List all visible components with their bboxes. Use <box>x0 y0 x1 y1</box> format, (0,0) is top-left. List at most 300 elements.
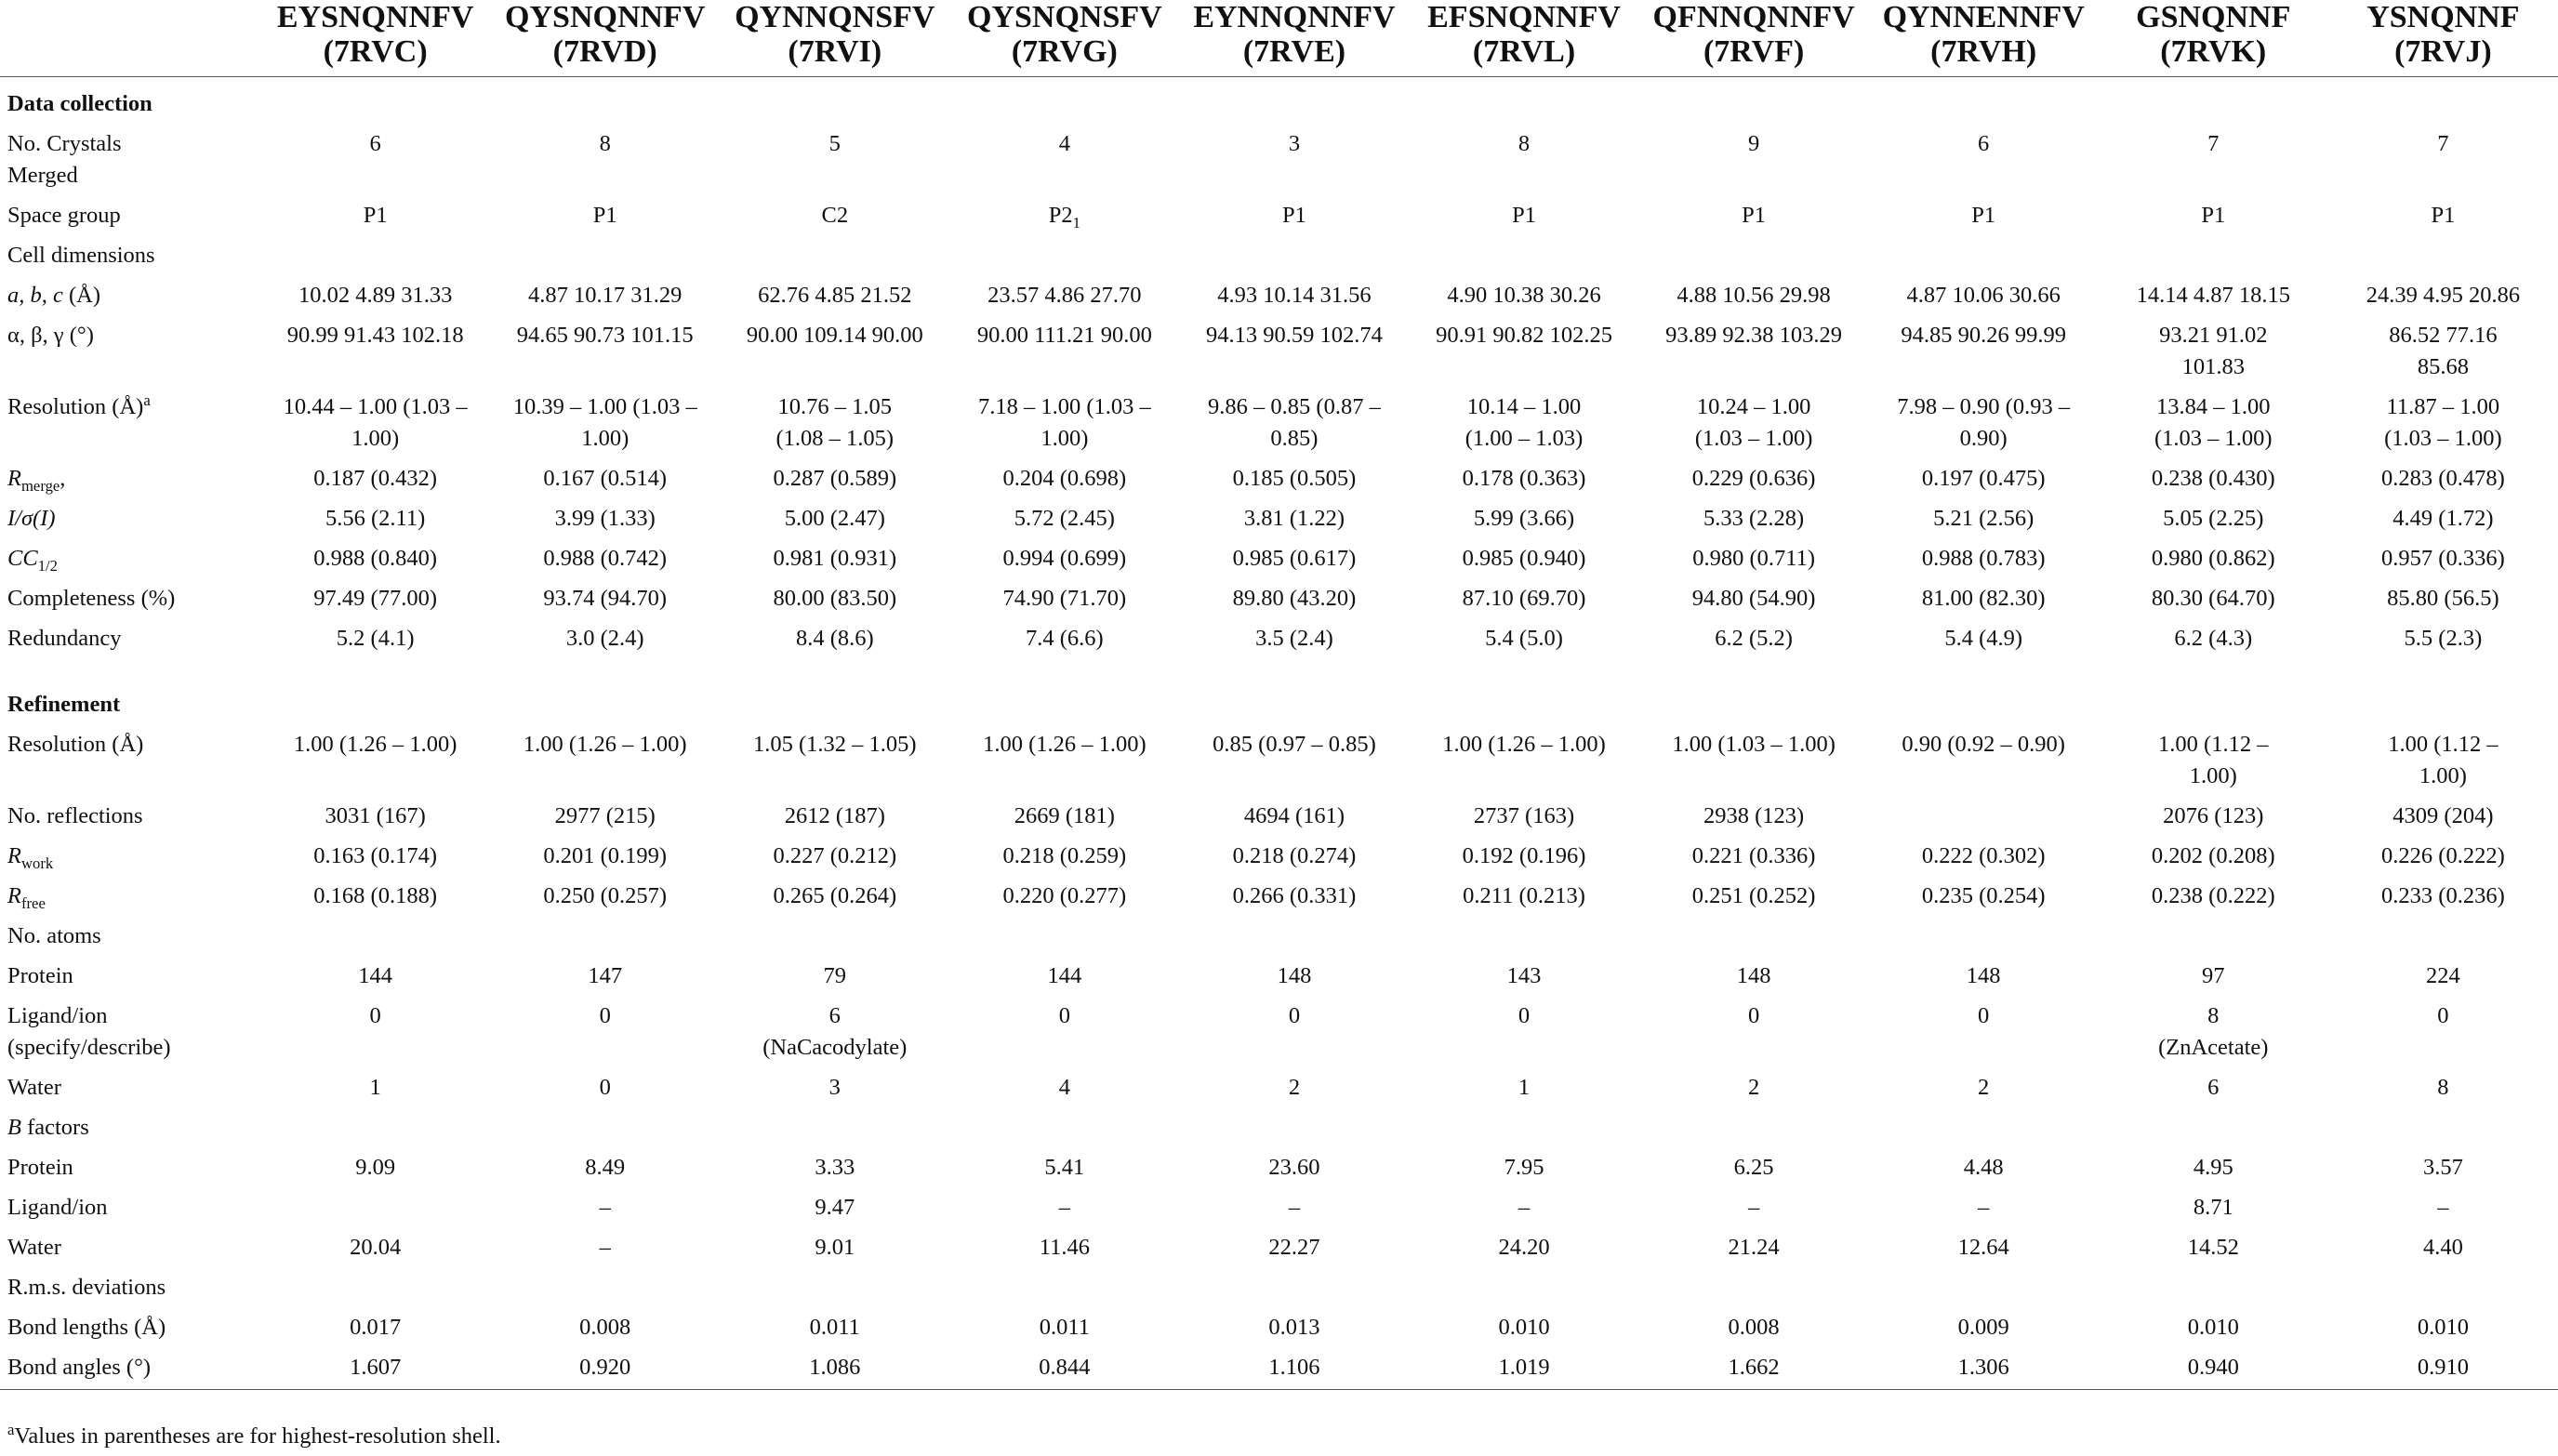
column-peptide: EYSNQNNFV <box>276 0 474 34</box>
table-cell: P1 <box>1971 203 1996 228</box>
table-cell: 2 <box>1288 1075 1301 1100</box>
table-cell: 90.00 111.21 90.00 <box>976 323 1152 348</box>
table-cell: 0.192 (0.196) <box>1462 843 1586 868</box>
column-peptide: EFSNQNNFV <box>1427 0 1621 34</box>
table-cell: 1.662 <box>1639 1348 1869 1390</box>
table-cell: 6 <box>2207 1075 2220 1100</box>
table-cell: 7 <box>2207 131 2220 156</box>
row-label-resolution-refinement: Resolution (Å) <box>7 732 144 757</box>
table-cell: 0 <box>1978 1003 1990 1028</box>
table-cell: 0 <box>1058 1003 1070 1028</box>
column-header <box>1409 0 1638 77</box>
table-cell: 4 <box>1058 131 1070 156</box>
table-cell: 10.24 – 1.00 (1.03 – 1.00) <box>1694 394 1813 451</box>
table-cell: 8 (ZnAcetate) <box>2158 1003 2269 1060</box>
table-cell: 94.13 90.59 102.74 <box>1206 323 1383 348</box>
table-cell: 94.80 (54.90) <box>1691 586 1816 611</box>
row-label-isigma: I/σ(I) <box>7 506 56 531</box>
table-cell: 0.985 (0.617) <box>1232 546 1357 571</box>
table-cell: 11.46 <box>1039 1235 1090 1260</box>
row-label-bfactors: B factors <box>7 1115 89 1140</box>
table-cell: 2 <box>1747 1075 1760 1100</box>
table-cell: – <box>1058 1195 1070 1220</box>
table-row <box>0 917 2558 957</box>
table-cell: 1.00 (1.26 – 1.00) <box>293 732 457 757</box>
table-cell: 5.4 (5.0) <box>1485 626 1563 651</box>
table-cell: 9.01 <box>815 1235 855 1260</box>
table-cell: 10.44 – 1.00 (1.03 – 1.00) <box>283 394 468 451</box>
table-cell: 4309 (204) <box>2392 803 2494 828</box>
table-cell: 5.99 (3.66) <box>1473 506 1575 531</box>
column-peptide: QYNNQNSFV <box>735 0 935 34</box>
table-row <box>0 276 2558 316</box>
table-cell: 4.87 10.17 31.29 <box>528 283 683 308</box>
table-cell: 1.00 (1.12 – 1.00) <box>2158 732 2269 788</box>
table-cell: 0.90 (0.92 – 0.90) <box>1902 732 2065 757</box>
table-cell: 90.99 91.43 102.18 <box>286 323 464 348</box>
table-cell: 94.85 90.26 99.99 <box>1901 323 2066 348</box>
table-cell: 3 <box>828 1075 841 1100</box>
table-cell: 9.86 – 0.85 (0.87 – 0.85) <box>1208 394 1381 451</box>
table-cell: 74.90 (71.70) <box>1002 586 1127 611</box>
row-label-atoms: No. atoms <box>7 923 101 948</box>
table-cell: 144 <box>1047 963 1082 988</box>
table-row <box>0 1348 2558 1390</box>
table-cell: 0.220 (0.277) <box>1002 883 1127 908</box>
column-header <box>2099 0 2328 77</box>
table-cell: 8 <box>599 131 611 156</box>
row-label-cc-half: $CC_{1/2}$ <box>7 546 58 575</box>
table-cell: 1.00 (1.12 – 1.00) <box>2388 732 2498 788</box>
table-cell: 8.49 <box>585 1155 626 1180</box>
table-cell: 0.017 <box>350 1315 402 1340</box>
table-cell: 7.4 (6.6) <box>1026 626 1104 651</box>
column-pdb-id: (7RVF) <box>1703 34 1805 69</box>
column-peptide: QYSNQNNFV <box>505 0 706 34</box>
table-cell: 0 <box>599 1075 611 1100</box>
table-cell: 0 <box>2437 1003 2449 1028</box>
column-pdb-id: (7RVK) <box>2160 34 2267 69</box>
table-cell: 5.00 (2.47) <box>784 506 885 531</box>
row-label-space-group: Space group <box>7 203 121 228</box>
table-cell: 2076 (123) <box>2163 803 2264 828</box>
table-cell: 90.91 90.82 102.25 <box>1436 323 1612 348</box>
table-cell: 10.02 4.89 31.33 <box>298 283 453 308</box>
table-cell: 81.00 (82.30) <box>1921 586 2046 611</box>
table-cell: 1.019 <box>1409 1348 1638 1390</box>
row-label-bond-angles: Bond angles (°) <box>0 1348 260 1390</box>
table-cell: 87.10 (69.70) <box>1462 586 1586 611</box>
table-row <box>0 125 2558 196</box>
table-row <box>0 196 2558 236</box>
table-cell: – <box>599 1235 611 1260</box>
column-pdb-id: (7RVG) <box>1011 34 1118 69</box>
table-cell: – <box>2437 1195 2449 1220</box>
row-label-rmerge: $R_{merge}$, <box>7 466 66 495</box>
table-cell: 6.2 (4.3) <box>2174 626 2253 651</box>
table-cell: 5.4 (4.9) <box>1944 626 2023 651</box>
table-cell: 0.168 (0.188) <box>313 883 437 908</box>
table-cell: 2669 (181) <box>1014 803 1115 828</box>
table-cell: 8 <box>1518 131 1531 156</box>
table-cell: 0 <box>1518 1003 1531 1028</box>
table-row <box>0 499 2558 539</box>
table-cell: 3.5 (2.4) <box>1255 626 1333 651</box>
table-cell: 24.39 4.95 20.86 <box>2366 283 2521 308</box>
table-cell: 1.05 (1.32 – 1.05) <box>753 732 917 757</box>
table-row <box>0 957 2558 997</box>
table-row <box>0 1268 2558 1308</box>
table-row <box>0 1068 2558 1108</box>
table-cell: 3.57 <box>2422 1155 2463 1180</box>
column-pdb-id: (7RVE) <box>1242 34 1346 69</box>
column-header <box>1179 0 1409 77</box>
table-cell: 0.010 <box>1498 1315 1550 1340</box>
table-cell: 86.52 77.16 85.68 <box>2389 323 2498 379</box>
table-cell: 0.957 (0.336) <box>2381 546 2505 571</box>
table-cell: 4 <box>1058 1075 1070 1100</box>
table-cell: 0.920 <box>490 1348 720 1390</box>
row-label-bf-ligand: Ligand/ion <box>7 1195 108 1220</box>
column-peptide: EYNNQNNFV <box>1193 0 1396 34</box>
table-row <box>0 1148 2558 1188</box>
table-cell: P1 <box>1282 203 1306 228</box>
table-cell: C2 <box>821 203 849 228</box>
column-pdb-id: (7RVJ) <box>2394 34 2492 69</box>
header-corner <box>0 0 260 77</box>
column-peptide: QYSNQNSFV <box>967 0 1162 34</box>
table-cell: 0.251 (0.252) <box>1691 883 1816 908</box>
table-cell: 0.981 (0.931) <box>773 546 897 571</box>
table-cell: P1 <box>592 203 617 228</box>
row-label-protein-atoms: Protein <box>7 963 73 988</box>
row-label-reflections: No. reflections <box>7 803 143 828</box>
table-cell: 5 <box>828 131 841 156</box>
table-cell: 0.229 (0.636) <box>1691 466 1816 491</box>
column-pdb-id: (7RVC) <box>323 34 428 69</box>
table-cell: 143 <box>1506 963 1542 988</box>
table-cell: 97.49 (77.00) <box>313 586 437 611</box>
table-cell: 6 <box>369 131 381 156</box>
table-cell: 2 <box>1978 1075 1990 1100</box>
table-cell: 0.011 <box>809 1315 860 1340</box>
table-cell: 0.238 (0.222) <box>2151 883 2275 908</box>
table-row <box>0 1308 2558 1348</box>
table-cell: 2938 (123) <box>1703 803 1805 828</box>
table-cell: 0.844 <box>949 1348 1179 1390</box>
table-cell: 0 <box>1747 1003 1760 1028</box>
table-row <box>0 539 2558 579</box>
table-cell: 0.994 (0.699) <box>1002 546 1127 571</box>
table-cell: 0.910 <box>2328 1348 2558 1390</box>
table-row <box>0 388 2558 459</box>
section-gap <box>0 659 2558 685</box>
table-cell: 80.30 (64.70) <box>2151 586 2275 611</box>
table-cell: 4.93 10.14 31.56 <box>1217 283 1372 308</box>
table-cell: 0.201 (0.199) <box>543 843 668 868</box>
table-cell: 0.980 (0.862) <box>2151 546 2275 571</box>
table-cell: 4.48 <box>1963 1155 2004 1180</box>
table-cell: 148 <box>1736 963 1771 988</box>
column-header <box>720 0 949 77</box>
table-row <box>0 619 2558 659</box>
table-cell: 4.88 10.56 29.98 <box>1677 283 1831 308</box>
table-cell: 23.60 <box>1268 1155 1320 1180</box>
table-cell: 0.265 (0.264) <box>773 883 897 908</box>
column-header <box>949 0 1179 77</box>
table-row <box>0 1188 2558 1228</box>
row-label-rfree: $R_{free}$ <box>7 883 46 912</box>
table-row <box>0 579 2558 619</box>
table-cell: 90.00 109.14 90.00 <box>746 323 923 348</box>
row-label-angles: α, β, γ (°) <box>7 323 94 348</box>
table-cell: 10.39 – 1.00 (1.03 – 1.00) <box>512 394 697 451</box>
table-cell: 0 <box>1288 1003 1301 1028</box>
table-cell: 9.47 <box>815 1195 855 1220</box>
row-label-crystals: No. Crystals Merged <box>7 131 122 188</box>
table-cell: 8.4 (8.6) <box>795 626 874 651</box>
table-cell: 11.87 – 1.00 (1.03 – 1.00) <box>2384 394 2502 451</box>
table-cell: 24.20 <box>1498 1235 1550 1260</box>
table-cell: 4.95 <box>2193 1155 2233 1180</box>
table-cell: 0.985 (0.940) <box>1462 546 1586 571</box>
table-cell: 0.167 (0.514) <box>543 466 668 491</box>
table-cell: 1.00 (1.26 – 1.00) <box>1442 732 1606 757</box>
table-cell: 5.05 (2.25) <box>2163 506 2264 531</box>
table-cell: 0.204 (0.698) <box>1002 466 1127 491</box>
table-cell: 62.76 4.85 21.52 <box>758 283 912 308</box>
table-cell: 7.98 – 0.90 (0.93 – 0.90) <box>1897 394 2071 451</box>
table-cell: 0.980 (0.711) <box>1692 546 1815 571</box>
table-cell: – <box>1288 1195 1301 1220</box>
table-cell: 224 <box>2426 963 2460 988</box>
table-cell: P1 <box>1742 203 1767 228</box>
table-cell: 22.27 <box>1268 1235 1320 1260</box>
row-label-rwork: $R_{work}$ <box>7 843 54 872</box>
row-label-bond-lengths: Bond lengths (Å) <box>7 1315 166 1340</box>
table-cell: 2977 (215) <box>554 803 656 828</box>
table-cell: P1 <box>363 203 388 228</box>
table-cell: 6 (NaCacodylate) <box>762 1003 908 1060</box>
header-row <box>0 0 2558 77</box>
table-row <box>0 725 2558 797</box>
table-cell: 0.227 (0.212) <box>773 843 897 868</box>
table-cell: 5.5 (2.3) <box>2404 626 2483 651</box>
table-cell: 14.52 <box>2187 1235 2239 1260</box>
table-cell: 5.56 (2.11) <box>325 506 426 531</box>
table-cell: 0.238 (0.430) <box>2151 466 2275 491</box>
table-cell: 0.283 (0.478) <box>2381 466 2505 491</box>
column-header <box>490 0 720 77</box>
table-cell: 0.202 (0.208) <box>2151 843 2275 868</box>
table-cell: 9.09 <box>355 1155 396 1180</box>
table-cell: 0.013 <box>1268 1315 1320 1340</box>
table-cell: 0.221 (0.336) <box>1691 843 1816 868</box>
table-footnote: $^a$Values in parentheses are for highest-resolution shell. <box>7 1420 501 1449</box>
table-cell: 0.009 <box>1957 1315 2009 1340</box>
table-cell: 4.40 <box>2422 1235 2463 1260</box>
column-header <box>1869 0 2099 77</box>
table-cell: 5.33 (2.28) <box>1703 506 1805 531</box>
table-cell: 21.24 <box>1728 1235 1780 1260</box>
table-cell: 5.2 (4.1) <box>336 626 415 651</box>
section-row <box>0 77 2558 126</box>
table-cell: 0.197 (0.475) <box>1921 466 2046 491</box>
table-row <box>0 877 2558 917</box>
table-cell: 9 <box>1747 131 1760 156</box>
table-cell: 0.163 (0.174) <box>313 843 437 868</box>
table-cell: 144 <box>358 963 392 988</box>
table-cell: 8.71 <box>2193 1195 2233 1220</box>
table-cell: 0.988 (0.840) <box>313 546 437 571</box>
table-cell: 0.010 <box>2417 1315 2469 1340</box>
table-cell: P1 <box>1512 203 1536 228</box>
table-cell: 93.74 (94.70) <box>543 586 668 611</box>
table-cell: 6.25 <box>1733 1155 1774 1180</box>
table-cell: P1 <box>2201 203 2226 228</box>
table-row <box>0 1228 2558 1268</box>
section-data-collection: Data collection <box>7 91 152 116</box>
table-cell: 3031 (167) <box>325 803 426 828</box>
table-cell: 0.988 (0.783) <box>1921 546 2046 571</box>
table-cell: 3.81 (1.22) <box>1243 506 1345 531</box>
table-cell: 0 <box>599 1003 611 1028</box>
table-row <box>0 997 2558 1068</box>
table-cell: 5.41 <box>1044 1155 1085 1180</box>
table-cell: 0.222 (0.302) <box>1921 843 2046 868</box>
table-cell: 1.306 <box>1869 1348 2099 1390</box>
table-cell: 2737 (163) <box>1473 803 1575 828</box>
table-cell: 0.211 (0.213) <box>1463 883 1585 908</box>
table-cell: 14.14 4.87 18.15 <box>2136 283 2290 308</box>
table-cell: 3.0 (2.4) <box>565 626 644 651</box>
table-cell: 0.008 <box>1728 1315 1780 1340</box>
table-cell: 1.607 <box>260 1348 490 1390</box>
table-cell: 0.85 (0.97 – 0.85) <box>1213 732 1376 757</box>
table-cell: 0.940 <box>2099 1348 2328 1390</box>
table-cell: – <box>1747 1195 1760 1220</box>
table-cell: 6 <box>1978 131 1990 156</box>
table-cell: – <box>1518 1195 1531 1220</box>
table-cell: 6.2 (5.2) <box>1715 626 1793 651</box>
table-cell: 93.89 92.38 103.29 <box>1665 323 1843 348</box>
table-cell: 4.49 (1.72) <box>2392 506 2494 531</box>
table-cell: 7.18 – 1.00 (1.03 – 1.00) <box>977 394 1151 451</box>
column-pdb-id: (7RVI) <box>788 34 882 69</box>
table-row <box>0 236 2558 276</box>
column-peptide: QFNNQNNFV <box>1652 0 1855 34</box>
table-cell: 0.266 (0.331) <box>1232 883 1357 908</box>
row-label-abc: a, b, c (Å) <box>7 283 101 308</box>
table-cell: 0.287 (0.589) <box>773 466 897 491</box>
table-cell: 0.008 <box>579 1315 631 1340</box>
column-pdb-id: (7RVL) <box>1472 34 1576 69</box>
table-row <box>0 316 2558 388</box>
table-cell: 1.086 <box>720 1348 949 1390</box>
table-cell: – <box>1978 1195 1990 1220</box>
table-cell: 1.106 <box>1179 1348 1409 1390</box>
row-label-redundancy: Redundancy <box>7 626 122 651</box>
table-cell <box>260 1188 490 1228</box>
section-refinement: Refinement <box>7 692 121 717</box>
table-cell: – <box>599 1195 611 1220</box>
table-cell: 0.226 (0.222) <box>2381 843 2505 868</box>
table-cell: 0.185 (0.505) <box>1232 466 1357 491</box>
table-row <box>0 459 2558 499</box>
table-cell: 2612 (187) <box>784 803 885 828</box>
column-header <box>1639 0 1869 77</box>
table-cell: 0.178 (0.363) <box>1462 466 1586 491</box>
table-cell: 3.33 <box>815 1155 855 1180</box>
table-cell: 1 <box>1518 1075 1531 1100</box>
table-cell: 4.90 10.38 30.26 <box>1447 283 1601 308</box>
row-label-bf-water: Water <box>7 1235 61 1260</box>
table-cell: 7.95 <box>1504 1155 1544 1180</box>
table-cell: 4.87 10.06 30.66 <box>1906 283 2061 308</box>
table-cell <box>1869 797 2099 837</box>
table-cell: 1.00 (1.03 – 1.00) <box>1672 732 1836 757</box>
table-cell: 79 <box>823 963 847 988</box>
row-label-ligand-atoms: Ligand/ion (specify/describe) <box>7 1003 171 1060</box>
table-cell: 0.250 (0.257) <box>543 883 668 908</box>
table-cell: 0.010 <box>2187 1315 2239 1340</box>
table-row <box>0 1108 2558 1148</box>
table-cell: 148 <box>1966 963 2001 988</box>
row-label-resolution: Resolution (Å)$^a$ <box>7 390 151 419</box>
table-cell: 0.988 (0.742) <box>543 546 668 571</box>
table-cell: 20.04 <box>350 1235 402 1260</box>
table-cell: 0.187 (0.432) <box>313 466 437 491</box>
column-peptide: GSNQNNF <box>2136 0 2291 34</box>
table-cell: 12.64 <box>1957 1235 2009 1260</box>
row-label-water-atoms: Water <box>7 1075 61 1100</box>
section-row <box>0 685 2558 725</box>
table-cell: 147 <box>588 963 623 988</box>
table-cell: 148 <box>1277 963 1312 988</box>
table-cell: 1 <box>369 1075 381 1100</box>
table-cell: 94.65 90.73 101.15 <box>516 323 694 348</box>
column-header <box>2328 0 2558 77</box>
table-cell: 8 <box>2437 1075 2449 1100</box>
table-cell: 0 <box>369 1003 381 1028</box>
column-peptide: YSNQNNF <box>2366 0 2520 34</box>
table-cell: 0.233 (0.236) <box>2381 883 2505 908</box>
table-cell: $P2_1$ <box>1048 203 1080 232</box>
table-cell: 3.99 (1.33) <box>554 506 656 531</box>
table-cell: 23.57 4.86 27.70 <box>987 283 1142 308</box>
row-label-bf-protein: Protein <box>7 1155 73 1180</box>
column-pdb-id: (7RVD) <box>552 34 657 69</box>
row-label-completeness: Completeness (%) <box>7 586 176 611</box>
table-cell: 1.00 (1.26 – 1.00) <box>523 732 687 757</box>
table-cell: 85.80 (56.5) <box>2387 586 2499 611</box>
table-cell: 3 <box>1288 131 1301 156</box>
column-header <box>260 0 490 77</box>
table-cell: 7 <box>2437 131 2449 156</box>
table-row <box>0 797 2558 837</box>
table-cell: 93.21 91.02 101.83 <box>2159 323 2268 379</box>
table-cell: 0.218 (0.274) <box>1232 843 1357 868</box>
table-cell: 1.00 (1.26 – 1.00) <box>983 732 1146 757</box>
table-row <box>0 837 2558 877</box>
table-cell: 5.72 (2.45) <box>1014 506 1115 531</box>
table-cell: 97 <box>2202 963 2225 988</box>
row-label-cell-dimensions: Cell dimensions <box>7 243 155 268</box>
table-cell: 4694 (161) <box>1243 803 1345 828</box>
table-cell: 80.00 (83.50) <box>773 586 897 611</box>
table-cell: 10.76 – 1.05 (1.08 – 1.05) <box>775 394 895 451</box>
table-cell: 13.84 – 1.00 (1.03 – 1.00) <box>2154 394 2273 451</box>
